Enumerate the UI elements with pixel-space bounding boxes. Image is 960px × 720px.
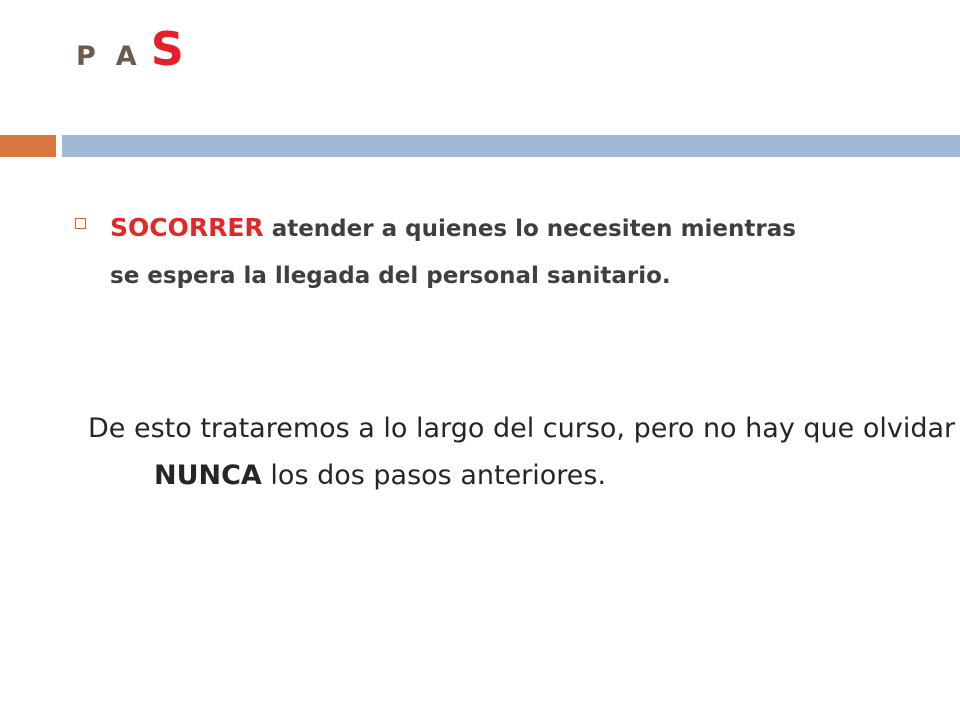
- title-divider-orange: [0, 135, 56, 157]
- hollow-square-bullet-icon: [75, 218, 86, 229]
- title-letter-a: A: [115, 41, 137, 72]
- bullet-keyword: SOCORRER: [110, 213, 264, 242]
- slide-title: [76, 22, 184, 82]
- title-letter-s: S: [150, 22, 184, 76]
- title-divider-blue: [62, 135, 960, 157]
- body-paragraph: [88, 405, 960, 499]
- paragraph-text-end: los dos pasos anteriores.: [261, 460, 607, 491]
- bullet-item-socorrer: [110, 204, 830, 300]
- title-letter-p: P: [76, 41, 96, 72]
- paragraph-text-start: De esto trataremos a lo largo del curso, pero no hay que olvidar: [88, 413, 956, 444]
- paragraph-emphasis: NUNCA: [154, 460, 262, 491]
- bullet-description: atender a quienes lo necesiten mientras se espera la llegada del personal sanitario.: [110, 216, 796, 289]
